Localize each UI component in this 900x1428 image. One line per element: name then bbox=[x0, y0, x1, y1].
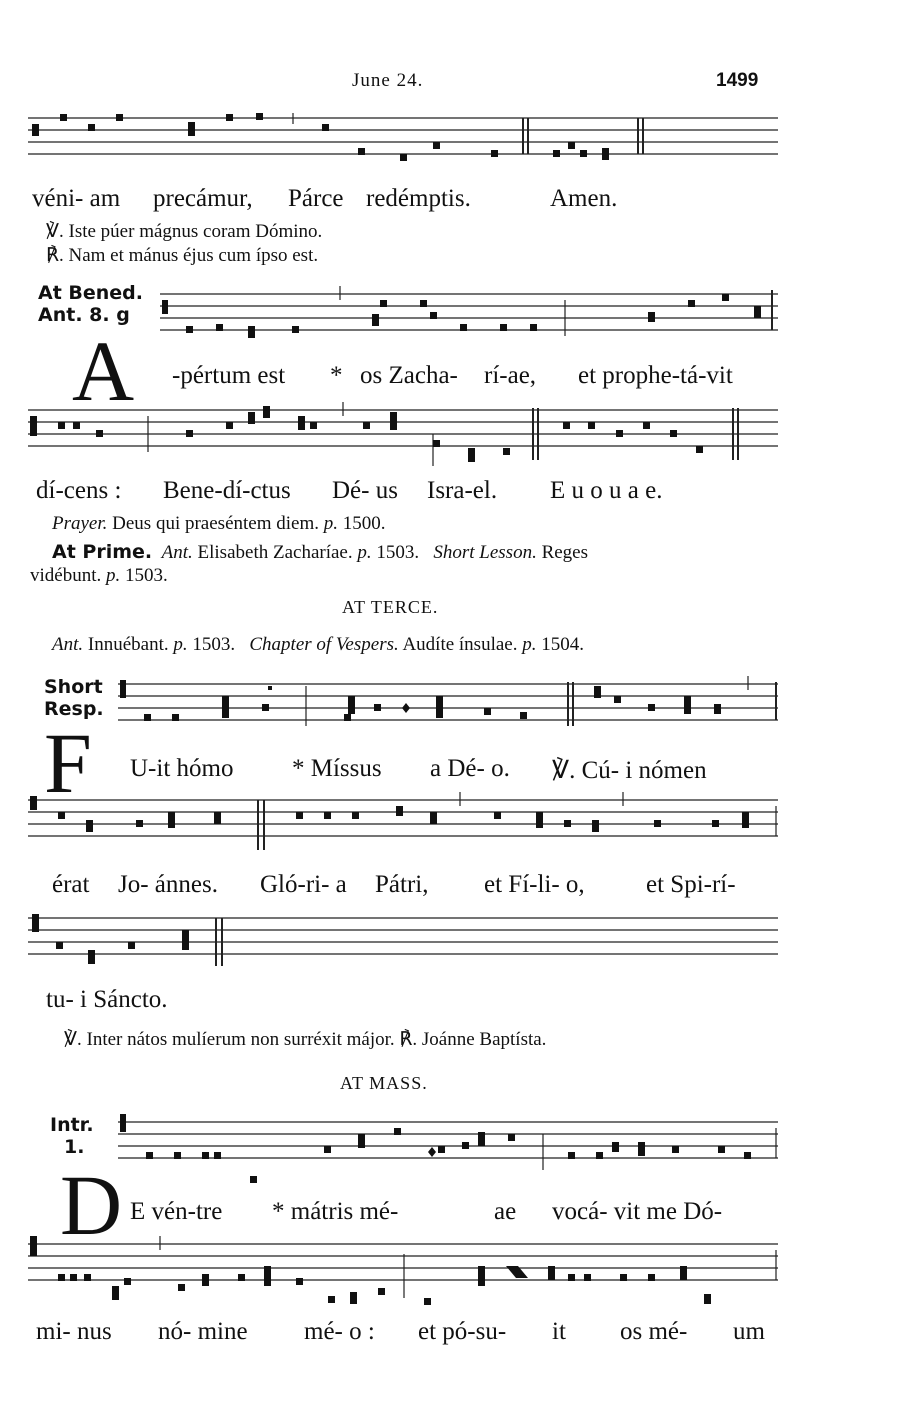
lyric-syllable: Pátri, bbox=[375, 871, 429, 898]
lyric-syllable: véni- am bbox=[32, 185, 121, 212]
section-heading-mass: AT MASS. bbox=[340, 1073, 428, 1093]
lyric-syllable: os Zacha- bbox=[360, 362, 458, 389]
lyric-syllable: a Dé- o. bbox=[430, 755, 510, 782]
lyric-syllable: nó- mine bbox=[158, 1318, 248, 1345]
lyric-syllable: vocá- vit me Dó- bbox=[552, 1198, 723, 1225]
lyric-syllable: Isra-el. bbox=[427, 477, 498, 504]
section-heading-terce: AT TERCE. bbox=[342, 597, 439, 617]
page-number: 1499 bbox=[716, 70, 759, 91]
lyric-syllable: precámur, bbox=[153, 185, 253, 212]
chant-staff bbox=[28, 1236, 778, 1308]
response-symbol: ℟. bbox=[399, 1029, 418, 1050]
lyric-syllable: it bbox=[552, 1318, 566, 1345]
lyric-syllable: mé- o : bbox=[304, 1318, 375, 1345]
lyric-syllable: mi- nus bbox=[36, 1318, 112, 1345]
lyric-syllable: Bene-dí-ctus bbox=[163, 477, 291, 504]
lyric-syllable: Dé- us bbox=[332, 477, 398, 504]
chant-staff bbox=[28, 910, 778, 972]
versicle-symbol: ℣. bbox=[64, 1029, 82, 1050]
introit-label: Intr. 1. bbox=[50, 1114, 94, 1158]
lyric-syllable: E vén-tre bbox=[130, 1198, 223, 1225]
running-title: June 24. bbox=[352, 70, 424, 91]
chant-staff bbox=[28, 110, 778, 170]
lyric-syllable: et pó-su- bbox=[418, 1318, 507, 1345]
lyric-syllable: * mátris mé- bbox=[272, 1198, 399, 1225]
response-text: Joánne Baptísta. bbox=[421, 1029, 547, 1050]
lyric-syllable: tu- i Sáncto. bbox=[46, 986, 168, 1013]
versicle-text: Iste púer mágnus coram Dómino. bbox=[68, 221, 323, 242]
chant-staff bbox=[28, 402, 778, 472]
lyric-syllable: érat bbox=[52, 871, 90, 898]
responsory-label: Short Resp. bbox=[44, 676, 104, 720]
lyric-syllable: redémptis. bbox=[366, 185, 471, 212]
lyric-syllable: ℣. Cú- i nómen bbox=[552, 757, 707, 784]
lyric-syllable: Gló-ri- a bbox=[260, 871, 347, 898]
lyric-syllable: et Fí-li- o, bbox=[484, 871, 585, 898]
response-text: Nam et mánus éjus cum ípso est. bbox=[68, 245, 319, 266]
prayer-line: Prayer. Deus qui praeséntem diem. p. 1500. bbox=[52, 513, 386, 534]
lyric-syllable: Amen. bbox=[550, 185, 618, 212]
versicle-symbol: ℣. bbox=[46, 221, 64, 242]
lyric-syllable: os mé- bbox=[620, 1318, 688, 1345]
versicle-line bbox=[46, 220, 322, 243]
lyric-syllable: dí-cens : bbox=[36, 477, 122, 504]
chant-staff bbox=[28, 792, 778, 862]
lyric-syllable: Jo- ánnes. bbox=[118, 871, 218, 898]
initial-letter: D bbox=[60, 1157, 123, 1253]
chant-staff bbox=[118, 1114, 778, 1184]
lyric-syllable: E u o u a e. bbox=[550, 477, 663, 504]
initial-letter: F bbox=[44, 715, 92, 811]
versicle-text: Inter nátos mulíerum non surréxit májor. bbox=[86, 1029, 395, 1050]
versicle-line bbox=[64, 1028, 546, 1051]
lyric-syllable: * bbox=[330, 362, 343, 389]
terce-line: Ant. Innuébant. p. 1503. Chapter of Vespers. Audíte ínsulae. p. 1504. bbox=[52, 634, 584, 655]
prime-line-continued: vidébunt. p. 1503. bbox=[30, 565, 168, 586]
antiphon-label: At Bened. Ant. 8. g bbox=[38, 282, 144, 326]
chant-staff bbox=[160, 286, 778, 346]
response-symbol: ℟. bbox=[46, 245, 64, 266]
chant-staff bbox=[118, 676, 778, 746]
lyric-syllable: um bbox=[733, 1318, 765, 1345]
lyric-syllable: U-it hómo bbox=[130, 755, 234, 782]
lyric-syllable: * Míssus bbox=[292, 755, 382, 782]
initial-letter: A bbox=[72, 323, 135, 419]
lyric-syllable: et Spi-rí- bbox=[646, 871, 736, 898]
lyric-syllable: -pértum est bbox=[172, 362, 286, 389]
lyric-syllable: ae bbox=[494, 1198, 517, 1225]
response-line bbox=[46, 244, 318, 267]
lyric-syllable: rí-ae, bbox=[484, 362, 537, 389]
lyric-syllable: Párce bbox=[288, 185, 344, 212]
prime-line: At Prime. Ant. Elisabeth Zacharíae. p. 1503. Short Lesson. Reges bbox=[52, 541, 589, 563]
lyric-syllable: et prophe-tá-vit bbox=[578, 362, 733, 389]
